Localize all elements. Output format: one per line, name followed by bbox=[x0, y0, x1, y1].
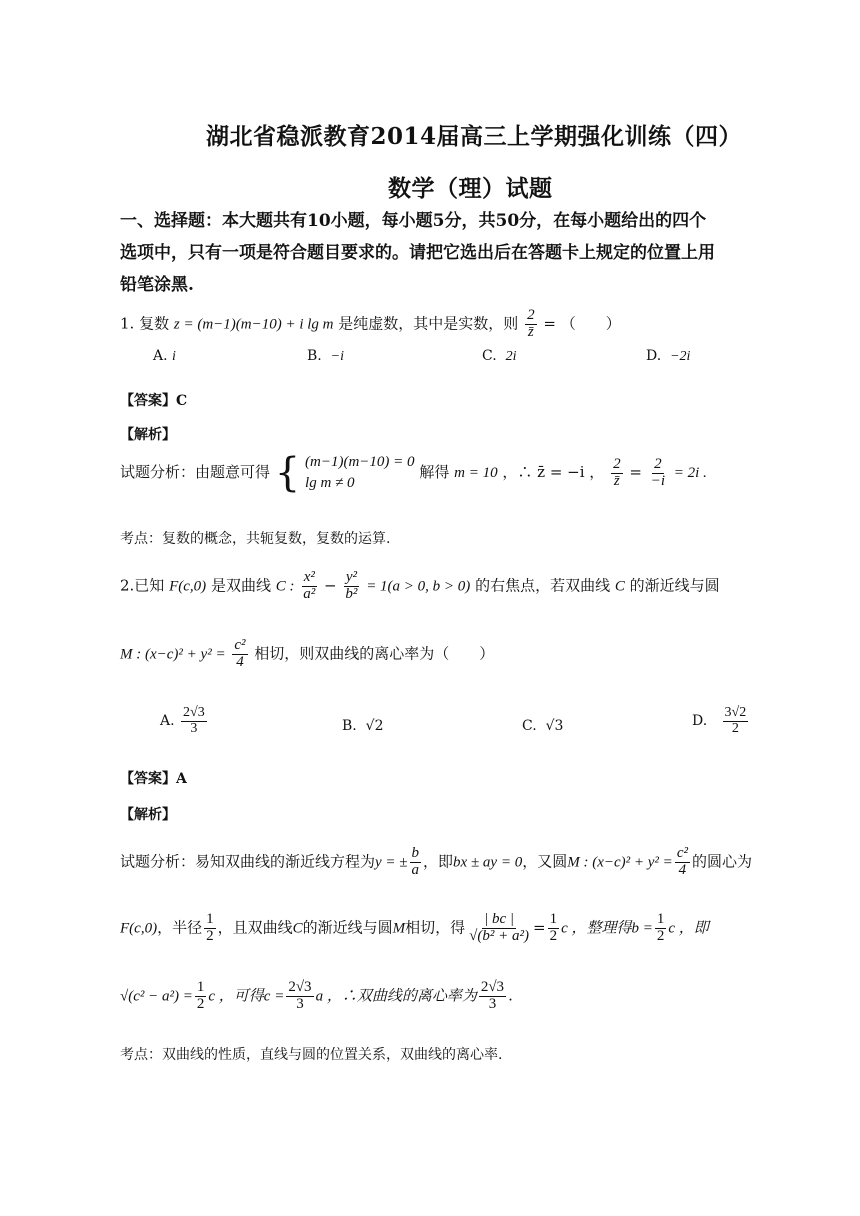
fraction bbox=[195, 980, 207, 1013]
option-fraction bbox=[723, 706, 749, 736]
q2-prefix: 2.已知 bbox=[120, 576, 165, 595]
q2-equation-tail: = 1(a > 0, b > 0) bbox=[366, 578, 471, 595]
q2-frac-c2 bbox=[232, 638, 247, 671]
q2-mid-2: 的右焦点，若双曲线 bbox=[475, 576, 611, 595]
text: 相切，得 bbox=[405, 918, 466, 937]
frac-den: 3 bbox=[190, 720, 198, 736]
option-value: √3 bbox=[545, 718, 564, 734]
q1-option-a bbox=[153, 348, 176, 365]
frac-num: 1 bbox=[549, 911, 558, 927]
text: ，半径 bbox=[157, 918, 203, 937]
q1-equation-system bbox=[305, 452, 415, 494]
q2-mid-3: 的渐近线与圆 bbox=[629, 576, 720, 595]
math: F(c,0) bbox=[120, 920, 158, 937]
section-intro-line-2: 选项中，只有一项是符合题目要求的。请把它选出后在答题卡上规定的位置上用 bbox=[120, 243, 715, 263]
frac-den: 3 bbox=[296, 995, 304, 1012]
math: bx ± ay = 0 bbox=[453, 854, 523, 871]
option-value: −i bbox=[330, 349, 344, 364]
frac-den: 4 bbox=[678, 861, 687, 878]
fraction bbox=[204, 912, 216, 945]
q2-curve-ref: C bbox=[614, 578, 625, 595]
fraction bbox=[467, 912, 531, 945]
option-label: A. bbox=[153, 348, 168, 364]
q2-tail: 相切，则双曲线的离心率为（ ） bbox=[254, 644, 495, 663]
math: M : (x−c)² + y² = bbox=[567, 854, 673, 871]
section-intro-line-3: 铅笔涂黑. bbox=[120, 275, 194, 295]
q1-answer: 【答案】C bbox=[120, 393, 188, 409]
q2-analysis-tag: 【解析】 bbox=[120, 807, 176, 823]
equals-sign: = bbox=[629, 463, 642, 481]
q1-result-tail: = 2i . bbox=[673, 465, 707, 481]
frac-den: 2 bbox=[731, 720, 739, 736]
frac-den: 2 bbox=[196, 995, 205, 1012]
frac-num: 2√3 bbox=[183, 705, 205, 720]
q1-solve-expr: m = 10 bbox=[454, 465, 498, 481]
text: 的渐近线与圆 bbox=[302, 918, 393, 937]
question-1-stem bbox=[120, 308, 621, 341]
text: ，即 bbox=[423, 852, 454, 871]
q2-focus: F(c,0) bbox=[169, 578, 207, 595]
q1-option-c bbox=[482, 348, 516, 365]
frac-num: | bc | bbox=[484, 911, 515, 927]
frac-den: b² bbox=[345, 585, 358, 602]
frac-den: 2 bbox=[549, 927, 558, 944]
question-2-stem-line-1 bbox=[120, 570, 720, 603]
text: ，又圆 bbox=[522, 852, 568, 871]
q2-option-d bbox=[692, 706, 750, 736]
option-fraction bbox=[181, 706, 207, 736]
text: ，且双曲线 bbox=[217, 918, 293, 937]
q1-result-frac-2 bbox=[649, 457, 667, 490]
q1-option-b bbox=[307, 348, 344, 365]
option-label: B. bbox=[342, 718, 357, 734]
math: c ，可得 bbox=[208, 988, 264, 1005]
q2-option-b bbox=[342, 718, 383, 734]
fraction bbox=[286, 980, 313, 1013]
q2-option-c bbox=[522, 718, 563, 734]
frac-num: 3√2 bbox=[724, 705, 747, 720]
math: c ，整理得 bbox=[561, 920, 632, 937]
frac-den: z̄ bbox=[613, 472, 620, 489]
q1-prefix: 1. 复数 bbox=[120, 314, 170, 333]
q1-fraction bbox=[525, 308, 537, 341]
q2-frac-x bbox=[301, 570, 317, 603]
q1-conjugate: ，∴ z̄ = −i ， bbox=[502, 463, 605, 481]
q1-frac-num: 2 bbox=[527, 307, 535, 323]
q2-curve-name: C : bbox=[275, 578, 295, 595]
frac-den: 4 bbox=[236, 653, 244, 670]
frac-num: 2 bbox=[613, 455, 621, 472]
fraction bbox=[655, 912, 667, 945]
frac-den: √(b² + a²) bbox=[469, 927, 529, 944]
text: = bbox=[532, 918, 546, 937]
q1-tail: = （ ） bbox=[543, 314, 621, 333]
q2-analysis-line-3 bbox=[120, 980, 513, 1013]
math: c ，即 bbox=[668, 920, 709, 937]
text: 试题分析：易知双曲线的渐近线方程为 bbox=[120, 852, 376, 871]
brace-symbol: { bbox=[274, 450, 301, 496]
frac-den: 2 bbox=[656, 927, 665, 944]
frac-num: x² bbox=[303, 569, 315, 585]
frac-num: 1 bbox=[196, 979, 205, 995]
frac-num: 2√3 bbox=[480, 979, 505, 995]
q2-frac-y bbox=[343, 570, 359, 603]
option-label: B. bbox=[307, 348, 322, 364]
question-2-stem-line-2 bbox=[120, 638, 494, 671]
fraction bbox=[479, 980, 506, 1013]
frac-den: 2 bbox=[206, 927, 214, 944]
frac-num: b bbox=[411, 845, 420, 861]
q2-answer: 【答案】A bbox=[120, 771, 187, 787]
q1-option-d bbox=[646, 348, 690, 365]
frac-num: c² bbox=[676, 845, 688, 861]
option-label: D. bbox=[646, 348, 662, 364]
option-label: C. bbox=[482, 348, 497, 364]
frac-num: 2 bbox=[654, 455, 662, 472]
option-value: √2 bbox=[365, 718, 384, 734]
section-intro-line-1: 一、选择题：本大题共有10小题，每小题5分，共50分，在每小题给出的四个 bbox=[120, 211, 707, 231]
option-label: A. bbox=[160, 713, 175, 730]
text: 的圆心为 bbox=[691, 852, 752, 871]
frac-den: −i bbox=[650, 472, 666, 489]
math: a ，∴双曲线的离心率为 bbox=[315, 988, 477, 1005]
option-label: C. bbox=[522, 718, 537, 734]
q1-kaodian: 考点：复数的概念，共轭复数，复数的运算. bbox=[120, 531, 391, 547]
option-value: i bbox=[172, 349, 176, 364]
math: y = ± bbox=[375, 854, 408, 871]
q1-solve-text: 解得 bbox=[419, 463, 450, 481]
option-value: −2i bbox=[670, 349, 691, 364]
fraction bbox=[410, 846, 422, 879]
q1-analysis-prefix: 试题分析：由题意可得 bbox=[120, 463, 271, 481]
fraction bbox=[548, 912, 560, 945]
document-subtitle: 数学（理）试题 bbox=[388, 175, 553, 202]
q2-kaodian: 考点：双曲线的性质，直线与圆的位置关系，双曲线的离心率. bbox=[120, 1047, 503, 1063]
math: C bbox=[292, 920, 303, 937]
q1-result-frac-1 bbox=[611, 457, 623, 490]
math: M bbox=[392, 920, 406, 937]
frac-den: a bbox=[411, 861, 420, 878]
frac-num: y² bbox=[345, 569, 357, 585]
math: c = bbox=[263, 988, 285, 1005]
frac-num: 2√3 bbox=[288, 979, 312, 995]
q1-frac-den: z̄ bbox=[527, 323, 534, 340]
math: b = bbox=[631, 920, 653, 937]
q1-system-eq-2: lg m ≠ 0 bbox=[305, 475, 355, 491]
option-label: D. bbox=[692, 713, 708, 730]
option-value: 2i bbox=[505, 349, 517, 364]
q1-analysis-tag: 【解析】 bbox=[120, 427, 176, 443]
minus-sign: − bbox=[324, 576, 337, 595]
q2-analysis-line-1 bbox=[120, 846, 752, 879]
q1-analysis bbox=[120, 452, 707, 494]
frac-num: 1 bbox=[206, 911, 214, 927]
frac-num: 1 bbox=[656, 911, 665, 927]
q2-option-a bbox=[160, 706, 209, 736]
q2-analysis-line-2 bbox=[120, 912, 709, 945]
math: √(c² − a²) = bbox=[120, 988, 193, 1005]
frac-num: c² bbox=[234, 637, 246, 653]
frac-den: a² bbox=[303, 585, 316, 602]
document-title: 湖北省稳派教育2014届高三上学期强化训练（四） bbox=[206, 123, 743, 150]
q1-expression: z = (m−1)(m−10) + i lg m bbox=[173, 316, 334, 333]
q2-mid-1: 是双曲线 bbox=[210, 576, 271, 595]
fraction bbox=[675, 846, 690, 879]
frac-den: 3 bbox=[488, 995, 497, 1012]
text: . bbox=[508, 986, 513, 1005]
q1-system-eq-1: (m−1)(m−10) = 0 bbox=[305, 454, 415, 470]
q1-mid: 是纯虚数，其中是实数，则 bbox=[338, 314, 519, 333]
q2-circle-eq: M : (x−c)² + y² = bbox=[120, 646, 226, 663]
